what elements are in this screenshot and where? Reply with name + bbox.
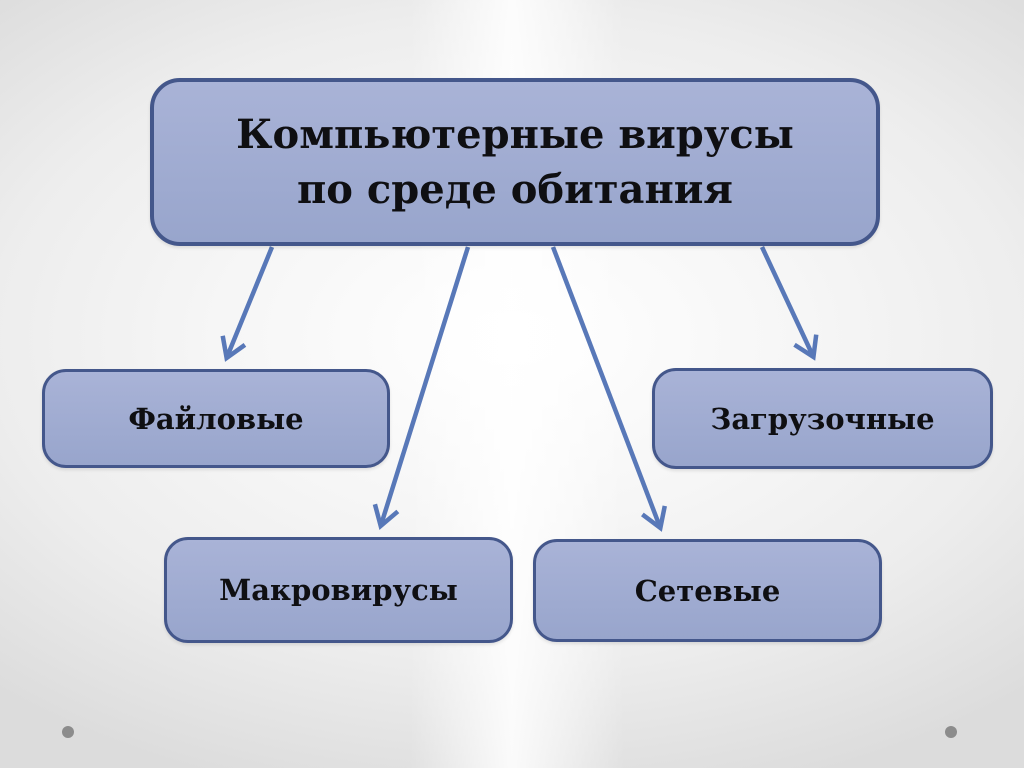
decor-dot-right [945,726,957,738]
node-label: Загрузочные [710,401,935,436]
node-label: Сетевые [634,573,781,608]
connector-root-to-boot [762,247,813,356]
node-network-viruses [533,539,882,642]
node-label: Макровирусы [219,573,458,607]
node-macro-viruses [164,537,513,643]
root-title-line2: по среде обитания [297,166,733,213]
root-title-line1: Компьютерные вирусы [236,110,794,158]
node-boot-viruses [652,368,993,469]
decor-dot-left [62,726,74,738]
connector-root-to-file [227,247,272,357]
node-label: Файловые [128,401,304,436]
node-file-viruses [42,369,390,468]
node-root-computer-viruses [150,78,880,246]
connector-root-to-macro [381,247,468,525]
connector-root-to-network [553,247,660,527]
